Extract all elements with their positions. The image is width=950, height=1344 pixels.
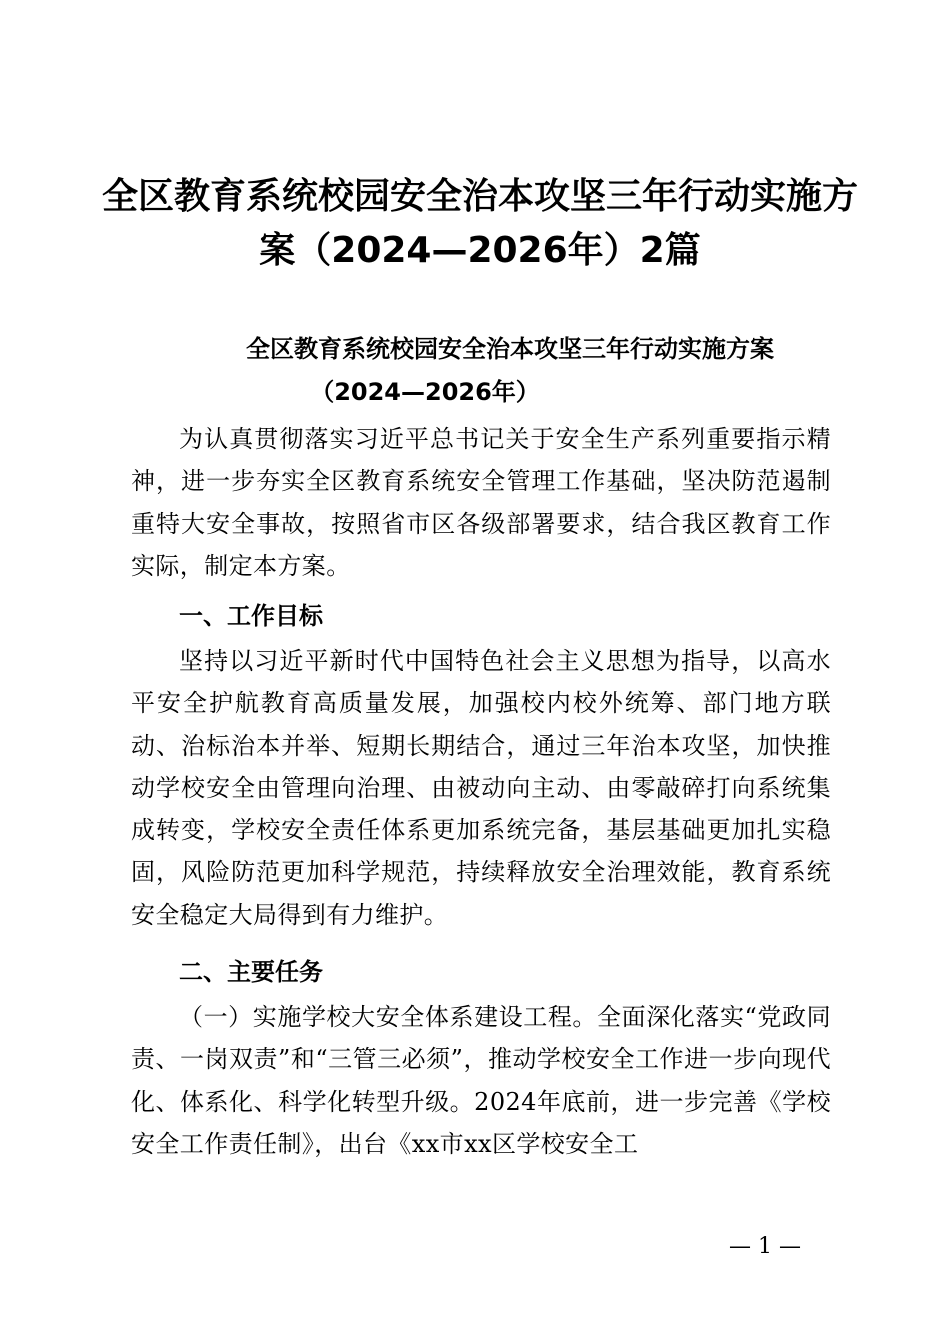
- intro-paragraph: 为认真贯彻落实习近平总书记关于安全生产系列重要指示精神，进一步夯实全区教育系统安全管理工作基础，坚决防范遏制重特大安全事故，按照省市区各级部署要求，结合我区教育工作实际，制定本方案。: [131, 425, 831, 580]
- document-title: 全区教育系统校园安全治本攻坚三年行动实施方案（2024—2026年）2篇: [101, 176, 858, 271]
- document-subtitle: 全区教育系统校园安全治本攻坚三年行动实施方案: [246, 335, 774, 363]
- goals-paragraph: 坚持以习近平新时代中国特色社会主义思想为指导，以高水平安全护航教育高质量发展，加强校内校外统筹、部门地方联动、治标治本并举、短期长期结合，通过三年治本攻坚，加快推动学校安全由管理向治理、由被动向主动、由零敲碎打向系统集成转变，学校安全责任体系更加系统完备，基层基础更加扎实稳固，风险防范更加科学规范，持续释放安全治理效能，教育系统安全稳定大局得到有力维护。: [131, 647, 831, 929]
- page-number: — 1 —: [729, 1234, 801, 1259]
- tasks-paragraph: （一）实施学校大安全体系建设工程。全面深化落实“党政同责、一岗双责”和“三管三必须”，推动学校安全工作进一步向现代化、体系化、科学化转型升级。2024年底前，进一步完善《学校安全工作责任制》，出台《xx市xx区学校安全工: [131, 1003, 831, 1158]
- document-subtitle-years: （2024—2026年）: [310, 378, 540, 406]
- section-heading-goals: 一、工作目标: [179, 602, 323, 630]
- section-heading-tasks: 二、主要任务: [179, 958, 323, 986]
